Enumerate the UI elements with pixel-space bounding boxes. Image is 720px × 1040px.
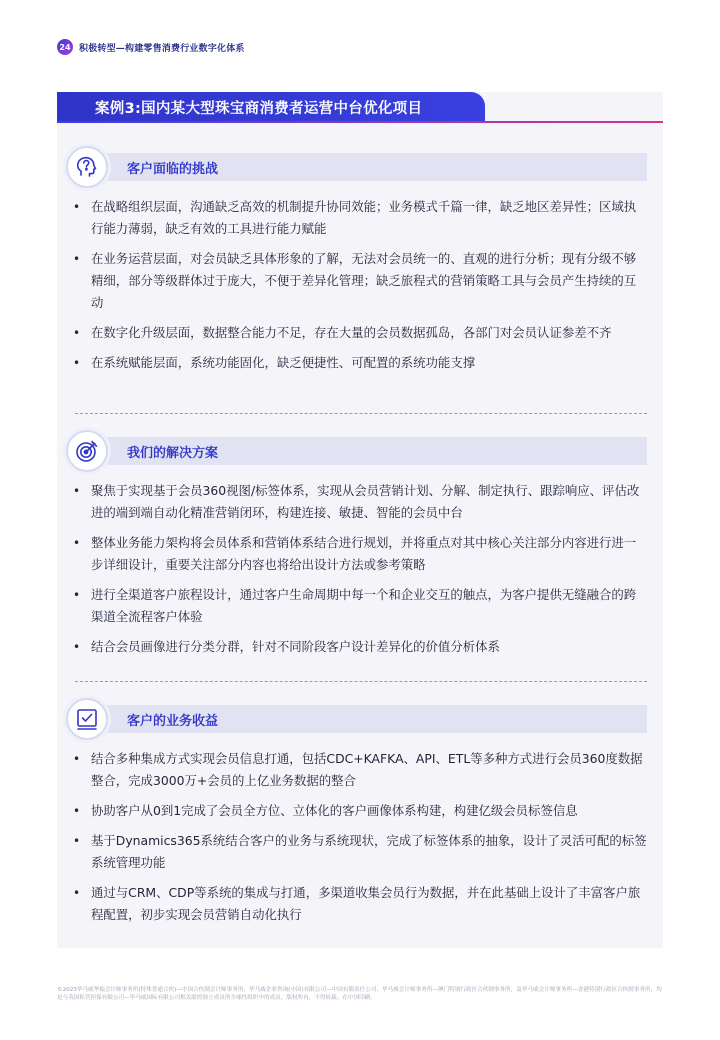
case-title: 案例3:国内某大型珠宝商消费者运营中台优化项目: [95, 100, 423, 117]
benefit-list: [72, 748, 648, 926]
list-item: • 结合会员画像进行分类分群，针对不同阶段客户设计差异化的价值分析体系: [72, 636, 648, 658]
question-head-icon: [66, 146, 108, 188]
page-number-badge: 24: [57, 39, 73, 55]
section-header: [57, 430, 663, 474]
target-icon: [66, 430, 108, 472]
section-solution: [57, 430, 663, 666]
list-item: • 基于Dynamics365系统结合客户的业务与系统现状，完成了标签体系的抽象，设计了灵活可配的标签系统管理功能: [72, 830, 648, 874]
list-item: • 结合多种集成方式实现会员信息打通，包括CDC+KAFKA、API、ETL等多种方式进行会员360度数据整合，完成3000万+会员的上亿业务数据的整合: [72, 748, 648, 792]
section-title: 客户的业务收益: [127, 714, 219, 729]
list-item: • 聚焦于实现基于会员360视图/标签体系，实现从会员营销计划、分解、制定执行、跟踪响应、评估改进的端到端自动化精准营销闭环，构建连接、敏捷、智能的会员中台: [72, 480, 648, 524]
checklist-icon: [66, 698, 108, 740]
list-item: • 通过与CRM、CDP等系统的集成与打通，多渠道收集会员行为数据，并在此基础上设计了丰富客户旅程配置，初步实现会员营销自动化执行: [72, 882, 648, 926]
list-item: • 在业务运营层面，对会员缺乏具体形象的了解，无法对会员统一的、直观的进行分析；现有分级不够精细，部分等级群体过于庞大，不便于差异化管理；缺乏旅程式的营销策略工具与会员产生持续的互动: [72, 248, 648, 314]
case-panel: [57, 92, 663, 948]
section-header: [57, 146, 663, 190]
section-benefits: [57, 698, 663, 934]
section-title: 客户面临的挑战: [127, 162, 219, 177]
section-header: [57, 698, 663, 742]
copyright-footer: ©2023毕马威华振会计师事务所(特殊普通合伙)—中国合伙制会计师事务所、毕马威企业咨询(中国)有限公司—中国有限责任公司、毕马威会计师事务所—澳门特别行政区合伙制事务所，及毕马威会计师事务所—香港特别行政区合伙制事务所，均是与英国私营担保有限公司—毕马威国际有限公司相关联的独立成员所全球性组织中的成员。版权所有，不得转载。在中国印刷。: [57, 987, 662, 1001]
solution-list: [72, 480, 648, 658]
list-item: • 在系统赋能层面，系统功能固化，缺乏便捷性、可配置的系统功能支撑: [72, 352, 648, 374]
case-title-bar: [57, 92, 485, 122]
section-divider: [75, 681, 647, 682]
list-item: • 在数字化升级层面，数据整合能力不足，存在大量的会员数据孤岛，各部门对会员认证参差不齐: [72, 322, 648, 344]
challenge-list: [72, 196, 648, 374]
list-item: • 整体业务能力架构将会员体系和营销体系结合进行规划，并将重点对其中核心关注部分内容进行进一步详细设计，重要关注部分内容也将给出设计方法或参考策略: [72, 532, 648, 576]
list-item: • 协助客户从0到1完成了会员全方位、立体化的客户画像体系构建，构建亿级会员标签信息: [72, 800, 648, 822]
section-title: 我们的解决方案: [127, 446, 219, 461]
page-header: [57, 38, 245, 56]
section-challenges: [57, 146, 663, 382]
list-item: • 进行全渠道客户旅程设计，通过客户生命周期中每一个和企业交互的触点，为客户提供无缝融合的跨渠道全流程客户体验: [72, 584, 648, 628]
running-title: 积极转型—构建零售消费行业数字化体系: [79, 43, 245, 54]
case-underline: [57, 121, 663, 123]
section-divider: [75, 413, 647, 414]
list-item: • 在战略组织层面，沟通缺乏高效的机制提升协同效能；业务模式千篇一律，缺乏地区差异性；区域执行能力薄弱，缺乏有效的工具进行能力赋能: [72, 196, 648, 240]
